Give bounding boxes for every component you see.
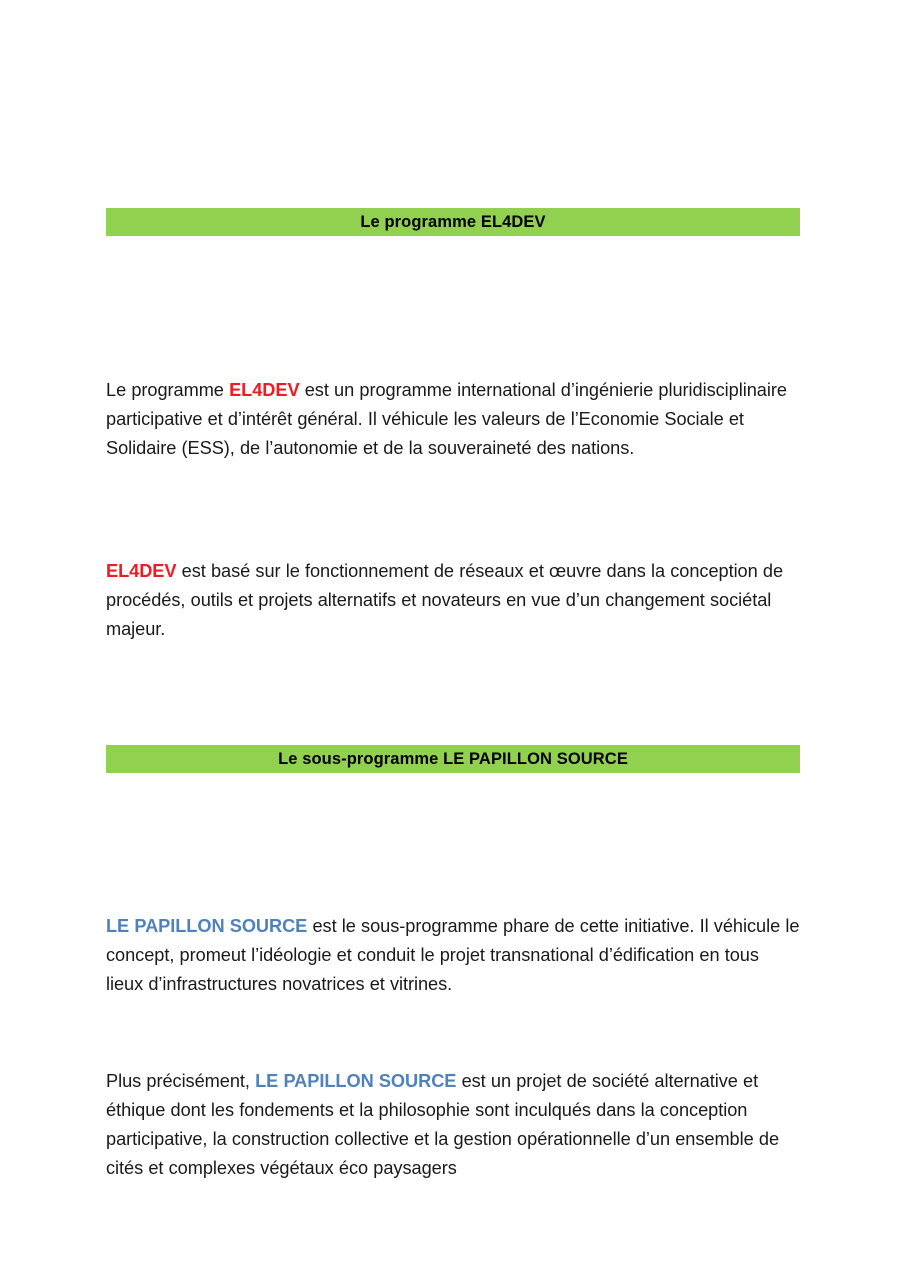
paragraph-text-run: est un projet de société alternative et éthique dont les fondements et la philosophie sont inculqués dans la conception participative, la construction collective et la gestion opérationnelle d’un ensemble de cités et complexes végétaux éco paysagers — [106, 1071, 780, 1179]
brand-name-le-papillon-source: LE PAPILLON SOURCE — [255, 1071, 457, 1092]
paragraph-programme-network — [106, 557, 800, 644]
paragraph-text-run: est basé sur le fonctionnement de réseaux et œuvre dans la conception de procédés, outils et projets alternatifs et novateurs en vue d’un changement sociétal majeur. — [106, 561, 784, 640]
paragraph-papillon-source-flagship — [106, 912, 800, 999]
brand-name-el4dev: EL4DEV — [106, 561, 177, 582]
section-heading-text: Le programme EL4DEV — [360, 213, 546, 231]
brand-name-el4dev: EL4DEV — [229, 380, 300, 401]
paragraph-programme-definition — [106, 376, 800, 463]
paragraph-text-run: Le programme — [106, 380, 230, 401]
paragraph-text-run: est un programme international d’ingénierie pluridisciplinaire participative et d’intérêt général. Il véhicule les valeurs de l’Economie Sociale et Solidaire (ESS), de l’autonomie et de la souveraineté des nations. — [106, 380, 787, 459]
paragraph-papillon-source-project — [106, 1067, 800, 1183]
paragraph-text-run: est le sous-programme phare de cette initiative. Il véhicule le concept, promeut l’idéologie et conduit le projet transnational d’édification en tous lieux d’infrastructures novatrices et vitrines. — [106, 916, 800, 995]
section-heading-banner-programme — [106, 208, 800, 236]
section-heading-banner-sous-programme — [106, 745, 800, 773]
paragraph-text-run: Plus précisément, — [106, 1071, 256, 1092]
section-heading-text: Le sous-programme LE PAPILLON SOURCE — [278, 750, 628, 768]
brand-name-le-papillon-source: LE PAPILLON SOURCE — [106, 916, 308, 937]
